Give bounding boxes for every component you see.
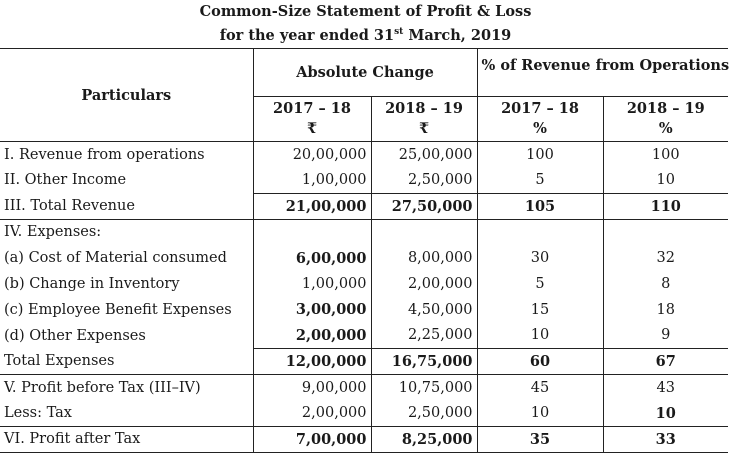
row-pct-2018: 8 xyxy=(603,271,728,297)
row-label: Less: Tax xyxy=(0,400,253,426)
row-label: VI. Profit after Tax xyxy=(0,426,253,452)
row-abs-2017: 2,00,000 xyxy=(253,400,371,426)
row-abs-2017: 1,00,000 xyxy=(253,271,371,297)
row-label: Total Expenses xyxy=(0,349,253,375)
row-label: (a) Cost of Material consumed xyxy=(4,250,227,266)
row-pct-2018: 9 xyxy=(603,323,728,349)
row-pct-2017: 45 xyxy=(477,375,603,401)
row-pct-2018: 10 xyxy=(603,400,728,426)
row-pct-2018: 100 xyxy=(603,142,728,168)
row-abs-2018: 27,50,000 xyxy=(371,193,477,219)
row-abs-2017 xyxy=(253,219,371,245)
row-pct-2018: 43 xyxy=(603,375,728,401)
row-abs-2018: 16,75,000 xyxy=(371,349,477,375)
row-pct-2018: 10 xyxy=(603,167,728,193)
profit-loss-table xyxy=(0,48,728,453)
header-year-abs-1: 2017 – 18 ₹ xyxy=(253,97,371,142)
row-abs-2017: 3,00,000 xyxy=(253,297,371,323)
row-abs-2017: 21,00,000 xyxy=(253,193,371,219)
row-pct-2017: 10 xyxy=(477,400,603,426)
statement-subtitle: for the year ended 31st March, 2019 xyxy=(219,27,512,44)
row-label: II. Other Income xyxy=(4,172,127,189)
row-label: (d) Other Expenses xyxy=(4,327,146,344)
row-pct-2018: 32 xyxy=(603,245,728,271)
row-abs-2017: 12,00,000 xyxy=(253,349,371,375)
row-pct-2017 xyxy=(477,219,603,245)
header-pct-revenue: % of Revenue from Operations xyxy=(477,49,728,97)
row-label: IV. Expenses: xyxy=(4,224,102,241)
row-pct-2018: 18 xyxy=(603,297,728,323)
row-abs-2018: 10,75,000 xyxy=(371,375,477,401)
header-year-pct-2: 2018 – 19 % xyxy=(603,97,728,142)
row-pct-2018: 67 xyxy=(603,349,728,375)
table-row xyxy=(0,349,728,375)
row-abs-2018: 8,00,000 xyxy=(371,245,477,271)
table-row xyxy=(0,400,728,426)
header-absolute-change: Absolute Change xyxy=(253,49,477,97)
table-row xyxy=(0,193,728,219)
row-pct-2018: 110 xyxy=(603,193,728,219)
table-row xyxy=(0,271,728,297)
row-pct-2017: 5 xyxy=(477,167,603,193)
row-pct-2017: 105 xyxy=(477,193,603,219)
row-pct-2018 xyxy=(603,219,728,245)
row-pct-2017: 5 xyxy=(477,271,603,297)
statement-title: Common-Size Statement of Profit & Loss xyxy=(199,3,532,20)
row-abs-2018 xyxy=(371,219,477,245)
row-pct-2017: 10 xyxy=(477,323,603,349)
row-pct-2018: 33 xyxy=(603,426,728,452)
row-abs-2018: 4,50,000 xyxy=(371,297,477,323)
header-year-pct-1: 2017 – 18 % xyxy=(477,97,603,142)
header-year-abs-2: 2018 – 19 ₹ xyxy=(371,97,477,142)
table-row xyxy=(0,426,728,452)
row-abs-2017: 20,00,000 xyxy=(253,142,371,168)
row-abs-2018: 2,50,000 xyxy=(371,167,477,193)
row-label: I. Revenue from operations xyxy=(0,142,253,168)
row-abs-2017: 2,00,000 xyxy=(253,323,371,349)
row-abs-2017: 9,00,000 xyxy=(253,375,371,401)
row-abs-2017: 7,00,000 xyxy=(253,426,371,452)
row-pct-2017: 60 xyxy=(477,349,603,375)
row-abs-2018: 2,00,000 xyxy=(371,271,477,297)
row-abs-2017: 6,00,000 xyxy=(253,245,371,271)
row-label: III. Total Revenue xyxy=(0,193,253,219)
table-row xyxy=(0,375,728,401)
row-abs-2018: 25,00,000 xyxy=(371,142,477,168)
row-pct-2017: 100 xyxy=(477,142,603,168)
header-particulars: Particulars xyxy=(0,49,253,142)
row-abs-2018: 2,50,000 xyxy=(371,400,477,426)
table-row xyxy=(0,297,728,323)
table-row xyxy=(0,323,728,349)
row-abs-2018: 2,25,000 xyxy=(371,323,477,349)
row-label: V. Profit before Tax (III–IV) xyxy=(4,379,201,396)
table-row xyxy=(0,219,728,245)
row-pct-2017: 35 xyxy=(477,426,603,452)
row-label: (b) Change in Inventory xyxy=(4,275,180,292)
row-pct-2017: 15 xyxy=(477,297,603,323)
table-row xyxy=(0,142,728,168)
row-label: (c) Employee Benefit Expenses xyxy=(4,301,232,318)
row-abs-2018: 8,25,000 xyxy=(371,426,477,452)
table-row xyxy=(0,167,728,193)
row-abs-2017: 1,00,000 xyxy=(253,167,371,193)
row-pct-2017: 30 xyxy=(477,245,603,271)
table-row xyxy=(0,245,728,271)
